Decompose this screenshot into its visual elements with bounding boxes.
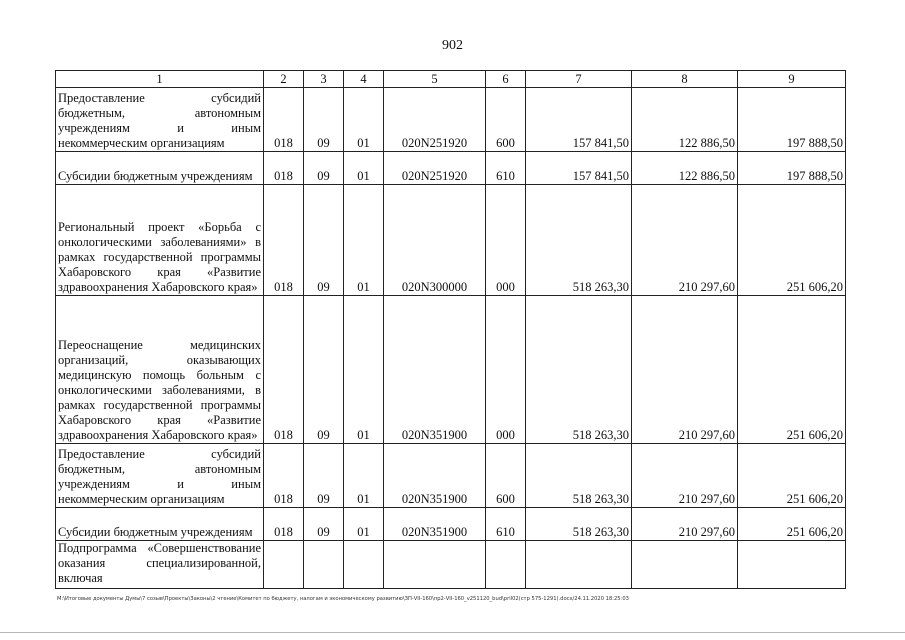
cell-target-article: 020N300000 <box>384 185 486 296</box>
table-row <box>56 296 846 444</box>
cell-amount-1: 518 263,30 <box>526 444 632 508</box>
column-header: 1 <box>56 71 264 88</box>
column-header: 4 <box>344 71 384 88</box>
cell-amount-3 <box>738 541 846 589</box>
scan-edge-divider <box>0 632 905 633</box>
cell-target-article: 020N251920 <box>384 152 486 185</box>
cell-subsection: 01 <box>344 185 384 296</box>
cell-amount-3: 251 606,20 <box>738 444 846 508</box>
cell-target-article: 020N351900 <box>384 508 486 541</box>
cell-ministry: 018 <box>264 152 304 185</box>
column-header: 5 <box>384 71 486 88</box>
page-number: 902 <box>442 38 463 53</box>
row-name: Предоставление субсидий бюджетным, автономным учреждениям и иным некоммерческим организациям <box>56 88 264 152</box>
column-header: 3 <box>304 71 344 88</box>
cell-expense-type: 600 <box>486 444 526 508</box>
cell-amount-2: 210 297,60 <box>632 185 738 296</box>
table-row <box>56 152 846 185</box>
column-header: 7 <box>526 71 632 88</box>
table-row <box>56 185 846 296</box>
cell-subsection: 01 <box>344 88 384 152</box>
cell-amount-1: 157 841,50 <box>526 88 632 152</box>
column-header: 9 <box>738 71 846 88</box>
cell-target-article <box>384 541 486 589</box>
cell-section <box>304 541 344 589</box>
cell-expense-type: 000 <box>486 296 526 444</box>
table-row <box>56 541 846 589</box>
budget-table <box>55 70 846 589</box>
cell-target-article: 020N251920 <box>384 88 486 152</box>
row-name: Подпрограмма «Совершенствование оказания специализированной, включая <box>56 541 264 589</box>
column-header: 2 <box>264 71 304 88</box>
cell-ministry: 018 <box>264 508 304 541</box>
cell-amount-1: 518 263,30 <box>526 185 632 296</box>
cell-expense-type <box>486 541 526 589</box>
cell-amount-3: 251 606,20 <box>738 508 846 541</box>
table-row <box>56 508 846 541</box>
cell-section: 09 <box>304 444 344 508</box>
cell-amount-3: 251 606,20 <box>738 296 846 444</box>
cell-section: 09 <box>304 508 344 541</box>
cell-ministry <box>264 541 304 589</box>
cell-expense-type: 000 <box>486 185 526 296</box>
cell-amount-3: 251 606,20 <box>738 185 846 296</box>
cell-subsection <box>344 541 384 589</box>
cell-amount-2: 122 886,50 <box>632 88 738 152</box>
cell-amount-2: 122 886,50 <box>632 152 738 185</box>
cell-amount-2: 210 297,60 <box>632 508 738 541</box>
row-name: Субсидии бюджетным учреждениям <box>56 152 264 185</box>
cell-amount-3: 197 888,50 <box>738 152 846 185</box>
cell-section: 09 <box>304 185 344 296</box>
cell-section: 09 <box>304 88 344 152</box>
table-row <box>56 444 846 508</box>
cell-ministry: 018 <box>264 88 304 152</box>
cell-section: 09 <box>304 296 344 444</box>
cell-subsection: 01 <box>344 296 384 444</box>
cell-subsection: 01 <box>344 444 384 508</box>
cell-target-article: 020N351900 <box>384 444 486 508</box>
cell-ministry: 018 <box>264 185 304 296</box>
row-name: Предоставление субсидий бюджетным, автономным учреждениям и иным некоммерческим организациям <box>56 444 264 508</box>
footer-file-path: М:\Итоговые документы Думы\7 созыв\Проекты\Законы\2 чтение\Комитет по бюджету, налогам и экономическому развитию\ЗП-VII-160\пр2-VII-160_v251120_bud\pril02(стр 575-1291).docx/24.11.2020 18:25:03 <box>57 596 629 602</box>
cell-amount-2: 210 297,60 <box>632 296 738 444</box>
cell-section: 09 <box>304 152 344 185</box>
cell-expense-type: 610 <box>486 152 526 185</box>
cell-amount-2 <box>632 541 738 589</box>
column-header: 6 <box>486 71 526 88</box>
cell-expense-type: 610 <box>486 508 526 541</box>
cell-expense-type: 600 <box>486 88 526 152</box>
cell-target-article: 020N351900 <box>384 296 486 444</box>
cell-amount-1: 518 263,30 <box>526 296 632 444</box>
cell-subsection: 01 <box>344 152 384 185</box>
cell-amount-3: 197 888,50 <box>738 88 846 152</box>
row-name: Региональный проект «Борьба с онкологическими заболеваниями» в рамках государственной программы Хабаровского края «Развитие здравоохранения Хабаровского края» <box>56 185 264 296</box>
cell-ministry: 018 <box>264 444 304 508</box>
cell-subsection: 01 <box>344 508 384 541</box>
cell-amount-1: 157 841,50 <box>526 152 632 185</box>
table-header-row <box>56 71 846 88</box>
cell-amount-1 <box>526 541 632 589</box>
cell-amount-1: 518 263,30 <box>526 508 632 541</box>
row-name: Переоснащение медицинских организаций, оказывающих медицинскую помощь больным с онкологическими заболеваниями, в рамках государственной программы Хабаровского края «Развитие здравоохранения Хабаровского края» <box>56 296 264 444</box>
row-name: Субсидии бюджетным учреждениям <box>56 508 264 541</box>
column-header: 8 <box>632 71 738 88</box>
cell-amount-2: 210 297,60 <box>632 444 738 508</box>
table-row <box>56 88 846 152</box>
cell-ministry: 018 <box>264 296 304 444</box>
